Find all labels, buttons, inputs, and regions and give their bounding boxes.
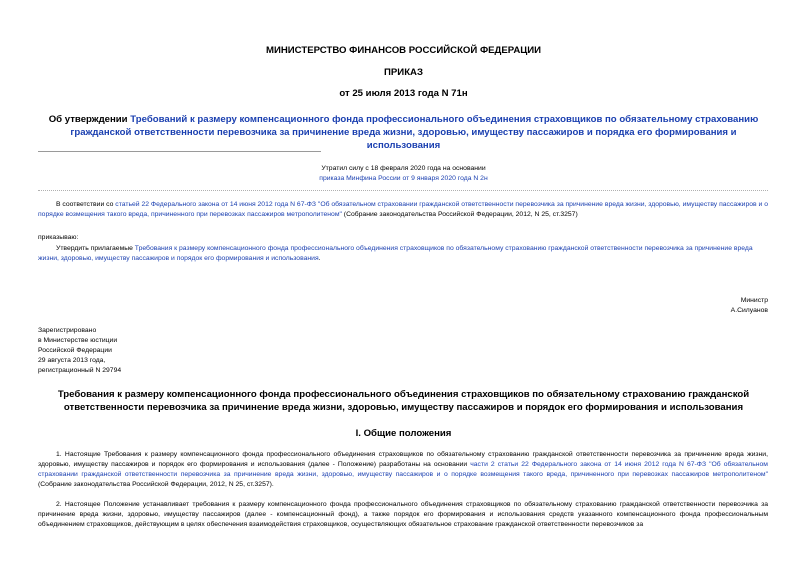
- registration-line: 29 августа 2013 года,: [38, 357, 106, 364]
- order-requirements-link[interactable]: Требования к размеру компенсационного фонда профессионального объединения страховщиков по обязательному страхованию гражданской ответственности перевозчика за причинение вреда жизни, здоровью, имуществу пассажиров и порядок его формирования и использования: [38, 245, 753, 262]
- requirements-title: Требования к размеру компенсационного фонда профессионального объединения страховщиков по обязательному страхованию гражданской ответственности перевозчика за причинение вреда жизни, здоровью, имуществу пассажиров и порядок его формирования и использования: [57, 389, 750, 413]
- status-link[interactable]: приказа Минфина России от 9 января 2020 года N 2н: [319, 175, 488, 182]
- doc-type-heading: ПРИКАЗ: [384, 67, 423, 78]
- title-separator: [38, 151, 321, 152]
- status-line: Утратил силу с 18 февраля 2020 года на основании: [321, 165, 486, 172]
- paragraph-1-suffix: (Собрание законодательства Российской Федерации, 2012, N 25, ст.3257).: [38, 481, 274, 488]
- registration-line: Зарегистрировано: [38, 327, 97, 334]
- paragraph-1-law-link[interactable]: части 2 статьи 22 Федерального закона от 14 июня 2012 года N 67-ФЗ "Об обязательном страховании гражданской ответственности перевозчика за причинение вреда жизни, здоровью, имуществу пассажиров и о порядке возмещения такого вреда, причиненного при перевозках пассажиров метрополитеном": [38, 461, 768, 478]
- preamble-law-link[interactable]: статьей 22 Федерального закона от 14 июня 2012 года N 67-ФЗ "Об обязательном страховании гражданской ответственности перевозчика за причинение вреда жизни, здоровью, имуществу пассажиров и о порядке возмещения такого вреда, причиненного при перевозках пассажиров метрополитеном": [38, 201, 768, 218]
- preamble-prefix: В соответствии со: [56, 201, 116, 208]
- preamble-paragraph: [38, 200, 768, 220]
- requirements-paragraph-2: 2. Настоящее Положение устанавливает требования к размеру компенсационного фонда профессионального объединения страховщиков по обязательному страхованию гражданской ответственности перевозчика за причинение вреда жизни, здоровью, имуществу пассажиров (далее - компенсационный фонд), а также порядок его формирования и использования средств указанного компенсационного фонда профессиональным объединением страховщиков, действующим в целях обеспечения взаимодействия страховщиков, осуществляющих обязательное страхование гражданской ответственности перевозчиков за: [38, 501, 768, 528]
- order-command: приказываю:: [38, 234, 79, 241]
- status-note: [0, 164, 807, 184]
- order-title-link[interactable]: Требований к размеру компенсационного фонда профессионального объединения страховщиков по обязательному страхованию гражданской ответственности перевозчика за причинение вреда жизни, здоровью, имуществу пассажиров и порядка его формирования и использования: [70, 114, 759, 151]
- preamble-suffix: (Собрание законодательства Российской Федерации, 2012, N 25, ст.3257): [341, 211, 578, 218]
- signature-block: [731, 296, 768, 316]
- order-suffix: .: [318, 255, 321, 262]
- signature-position: Министр: [740, 297, 768, 304]
- registration-block: [38, 326, 121, 376]
- paragraph-1-prefix: 1. Настоящие Требования к размеру компенсационного фонда профессионального объединения страховщиков по обязательному страхованию гражданской ответственности перевозчика за причинение вреда жизни, здоровью, имуществу пассажиров и порядок его формирования и использования (далее - Положение) разработаны на основании: [38, 451, 768, 468]
- order-paragraph: [38, 244, 768, 264]
- order-title: [40, 113, 767, 152]
- registration-line: Российской Федерации: [38, 347, 112, 354]
- section-heading: I. Общие положения: [355, 428, 452, 439]
- order-prefix: Утвердить прилагаемые: [56, 245, 135, 252]
- status-divider: [38, 190, 768, 191]
- ministry-heading: МИНИСТЕРСТВО ФИНАНСОВ РОССИЙСКОЙ ФЕДЕРАЦИИ: [265, 45, 542, 56]
- order-title-prefix: Об утверждении: [48, 114, 131, 125]
- doc-date-number: от 25 июля 2013 года N 71н: [339, 88, 468, 99]
- signature-name: А.Силуанов: [730, 307, 768, 314]
- registration-line: регистрационный N 29794: [38, 367, 122, 374]
- registration-line: в Министерстве юстиции: [38, 337, 118, 344]
- requirements-paragraph-1: [38, 450, 768, 490]
